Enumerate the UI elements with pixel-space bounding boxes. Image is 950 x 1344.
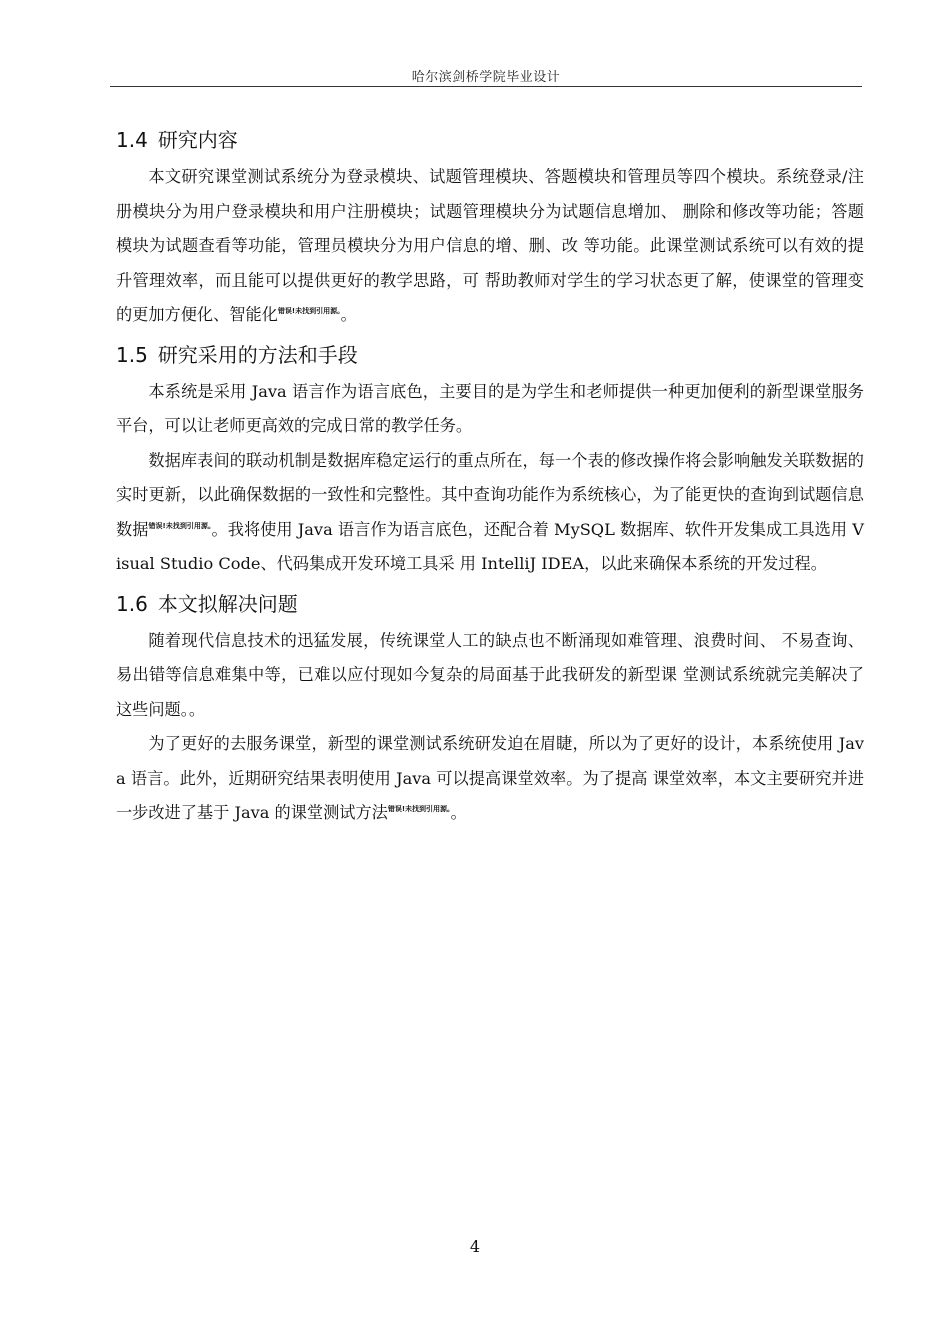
paragraph-tail: 。我将使用 Java 语言作为语言底色，还配合着 MySQL 数据库、软件开发集成工具选用 Visual Studio Code、代码集成开发环境工具采 用 IntelliJ IDEA，以此来确保本系统的开发过程。 (116, 519, 864, 573)
section-number: 1.6 (116, 591, 148, 616)
paragraph-text: 随着现代信息技术的迅猛发展，传统课堂人工的缺点也不断涌现如难管理、浪费时间、 不易查询、易出错等信息难集中等，已难以应付现如今复杂的局面基于此我研发的新型课 堂测试系统就完美解决了这些问题。。 (116, 630, 864, 719)
paragraph (116, 160, 864, 333)
citation-error-note: 错误!未找到引用源。 (277, 307, 341, 315)
paragraph (116, 624, 864, 728)
paragraph-text: 本文研究课堂测试系统分为登录模块、试题管理模块、答题模块和管理员等四个模块。系统登录/注册模块分为用户登录模块和用户注册模块；试题管理模块分为试题信息增加、 删除和修改等功能；答题模块为试题查看等功能，管理员模块分为用户信息的增、删、改 等功能。此课堂测试系统可以有效的提升管理效率，而且能可以提供更好的教学思路，可 帮助教师对学生的学习状态更了解，使课堂的管理变的更加方便化、智能化 (116, 167, 864, 324)
citation-error-note: 错误!未找到引用源。 (387, 805, 451, 813)
paragraph (116, 444, 864, 582)
citation-error-note: 错误!未找到引用源。 (148, 521, 212, 530)
paragraph-tail: 。 (450, 803, 467, 822)
document-body (116, 120, 864, 831)
paragraph (116, 375, 864, 444)
paragraph-text: 为了更好的去服务课堂，新型的课堂测试系统研发迫在眉睫，所以为了更好的设计，本系统使用 Java 语言。此外，近期研究结果表明使用 Java 可以提高课堂效率。为了提高 课堂效率，本文主要研究并进一步改进了基于 Java 的课堂测试方法 (116, 734, 864, 822)
section-title: 研究内容 (157, 128, 238, 152)
section-title: 研究采用的方法和手段 (157, 342, 358, 367)
paragraph-text: 本系统是采用 Java 语言作为语言底色，主要目的是为学生和老师提供一种更加便利的新型课堂服务平台，可以让老师更高效的完成日常的教学任务。 (116, 381, 864, 435)
paragraph (116, 727, 864, 831)
section-heading-1-5 (116, 335, 864, 375)
page-header-title: 哈尔滨剑桥学院毕业设计 (411, 70, 561, 85)
paragraph-tail: 。 (340, 305, 357, 324)
section-heading-1-6 (116, 584, 864, 624)
section-number: 1.5 (116, 342, 148, 367)
section-title: 本文拟解决问题 (157, 591, 298, 616)
section-number: 1.4 (116, 128, 148, 152)
paragraph-text: 数据库表间的联动机制是数据库稳定运行的重点所在，每一个表的修改操作将会影响触发关联数据的实时更新，以此确保数据的一致性和完整性。其中查询功能作为系统核心，为了能更快的查询到试题信息数据 (116, 450, 864, 539)
header-divider (110, 86, 862, 87)
page-number: 4 (469, 1237, 481, 1256)
section-heading-1-4 (116, 120, 864, 160)
